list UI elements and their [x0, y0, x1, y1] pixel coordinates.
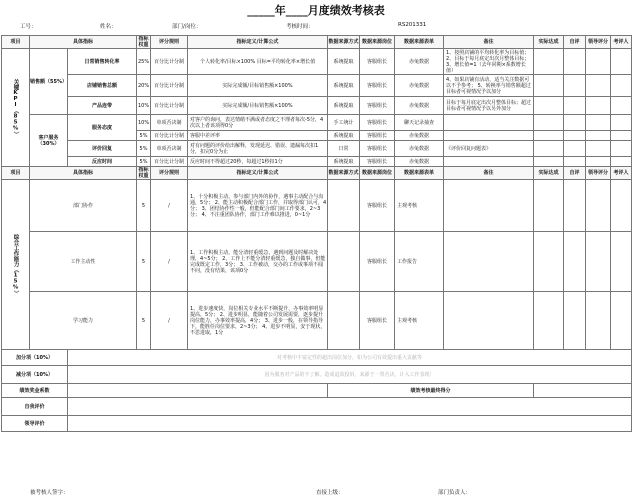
data-source-form: 赤兔数据	[395, 97, 444, 115]
column-header: 备注	[444, 167, 534, 180]
data-source	[328, 232, 360, 292]
column-header: 领导评分	[586, 167, 611, 180]
employee-no-label: 工号：	[20, 24, 37, 30]
data-source: 手工统计	[328, 115, 360, 131]
score-cell	[564, 75, 586, 97]
column-header: 数据来源方式	[328, 36, 360, 49]
scoring-rule: /	[151, 180, 188, 232]
column-header: 备注	[444, 36, 534, 49]
indicator-name: 评价回复	[68, 141, 137, 157]
data-source-form: 主观考核	[395, 180, 444, 232]
scoring-rule: 百分比计分制	[151, 75, 188, 97]
score-cell	[611, 157, 632, 167]
ability-section-label: 综合工作能力（15%）	[2, 180, 30, 350]
remark	[444, 157, 534, 167]
remark	[444, 131, 534, 141]
score-cell	[564, 157, 586, 167]
score-cell	[611, 131, 632, 141]
scoring-rule: 单项否决制	[151, 141, 188, 157]
data-source: 系统提取	[328, 97, 360, 115]
bonus-text: 对考核中丰富定性的超出岗位加分，如为公司有效提出重大贡献等	[68, 350, 632, 366]
column-header: 考评人	[611, 167, 632, 180]
indicator-formula: 实际完成额/目标销售额×100%	[188, 75, 328, 97]
data-source	[328, 180, 360, 232]
score-cell	[564, 131, 586, 141]
score-cell	[611, 141, 632, 157]
kpi-table	[1, 35, 632, 432]
table-row	[2, 232, 632, 292]
table-row	[2, 350, 632, 366]
table-row	[2, 115, 632, 131]
score-cell	[564, 49, 586, 75]
leader-evaluation-label: 领导评价	[2, 416, 68, 432]
data-source-form: 赤兔数据	[395, 75, 444, 97]
column-header: 数据来源方式	[328, 167, 360, 180]
score-cell	[586, 75, 611, 97]
data-source-form: 赤兔数据	[395, 157, 444, 167]
scoring-rule: /	[151, 292, 188, 350]
column-header: 评分规则	[151, 36, 188, 49]
data-source-post: 客服组长	[360, 180, 395, 232]
table-row	[2, 157, 632, 167]
score-cell	[534, 292, 564, 350]
sales-group-label: 销售额（55%）	[30, 49, 68, 115]
data-source-post: 客服组长	[360, 232, 395, 292]
score-cell	[534, 232, 564, 292]
data-source: 系统提取	[328, 75, 360, 97]
data-source-form: 工作报告	[395, 232, 444, 292]
form-code: RS201331	[398, 22, 427, 28]
indicator-weight: 10%	[137, 97, 151, 115]
data-source-post: 客服组长	[360, 141, 395, 157]
indicator-name: 工作主动性	[30, 232, 137, 292]
score-cell	[564, 180, 586, 232]
data-source-post: 客服组长	[360, 131, 395, 141]
score-cell	[534, 49, 564, 75]
indicator-formula: 客服中差评率	[188, 131, 328, 141]
table-row	[2, 384, 632, 398]
signee-label: 被考核人签字：	[30, 490, 69, 496]
indicator-weight: 5	[137, 232, 151, 292]
header-row	[2, 167, 632, 180]
indicator-name: 产品连带	[68, 97, 137, 115]
scoring-rule: 百分比计分制	[151, 157, 188, 167]
column-header: 具体指标	[30, 36, 137, 49]
column-header: 实际达成	[534, 167, 564, 180]
column-header: 评分规则	[151, 167, 188, 180]
table-body	[2, 36, 632, 432]
deduct-label: 减分项（10%）	[2, 366, 68, 384]
indicator-name: 店铺销售总额	[68, 75, 137, 97]
column-header: 项目	[2, 36, 30, 49]
table-row	[2, 366, 632, 384]
data-source: 系统提取	[328, 49, 360, 75]
column-header: 自评	[564, 167, 586, 180]
column-header: 实际达成	[534, 36, 564, 49]
self-evaluation-label: 自我评价	[2, 398, 68, 416]
indicator-name: 日常销售转化率	[68, 49, 137, 75]
indicator-weight: 5	[137, 180, 151, 232]
column-header: 数据来源表单	[395, 167, 444, 180]
table-row	[2, 416, 632, 432]
score-cell	[444, 292, 534, 350]
indicator-formula: 1、工作积极主动，能分清轻重缓急，遇到问题及时解决处理，4~5分； 2、工作上不能分清轻重缓急，独自做事，但能完成既定工作，3分； 3、工作被动，交办的工作或事项不闻不问，没有结果，该项0分	[188, 232, 328, 292]
column-header: 数据来源岗位	[360, 36, 395, 49]
data-source-form: 赤兔数据	[395, 141, 444, 157]
form-title: _____年____月度绩效考核表	[247, 4, 385, 17]
table-row	[2, 398, 632, 416]
indicator-formula: 对客户的询问，表达情绪不满或者态度之不理者每次-5分，4次以上者该项得0分	[188, 115, 328, 131]
reward-coefficient-value	[68, 384, 328, 398]
score-cell	[586, 180, 611, 232]
score-cell	[534, 141, 564, 157]
data-source-post: 客服组长	[360, 292, 395, 350]
score-cell	[611, 49, 632, 75]
score-cell	[586, 292, 611, 350]
indicator-formula: 反应时间不得超过20秒，每超过1秒扣1分	[188, 157, 328, 167]
indicator-formula: 实际完成额/目标销售额×100%	[188, 97, 328, 115]
score-cell	[586, 131, 611, 141]
score-cell	[564, 97, 586, 115]
indicator-name: 反应时间	[68, 157, 137, 167]
scoring-rule: 百分比计分制	[151, 97, 188, 115]
score-cell	[534, 157, 564, 167]
scoring-rule: 百分比计分制	[151, 49, 188, 75]
score-cell	[444, 180, 534, 232]
data-source-post: 客服组长	[360, 115, 395, 131]
score-cell	[534, 180, 564, 232]
remark: 《评价回复问题表》	[444, 141, 534, 157]
score-cell	[611, 97, 632, 115]
indicator-formula: 1、十分积极主动，参与部门内外的协作，遇事主动配合与沟通，5分； 2、能主动积极配合部门工作，并取得部门认可，4分； 3、团结协作性一般，但能配合部门间工作要求，2~3分； 4、不注重团队协作，部门工作难以推进，0~1分	[188, 180, 328, 232]
remark: 目标于每月底定出次月整体目标；超过目标者可视情况予以另外加分	[444, 97, 534, 115]
remark: 1、按照店铺的平均转化率为目标值； 2、目标于每月底定出次月整体目标； 3、增长值=1（去年同期×系数增长值）	[444, 49, 534, 75]
column-header: 具体指标	[30, 167, 137, 180]
score-cell	[534, 75, 564, 97]
table-row	[2, 97, 632, 115]
indicator-name: 部门协作	[30, 180, 137, 232]
score-cell	[611, 75, 632, 97]
column-header: 指标权重	[138, 167, 149, 179]
column-header: 领导评分	[586, 36, 611, 49]
reward-coefficient-label: 绩效奖金系数	[2, 384, 68, 398]
table-row	[2, 75, 632, 97]
score-cell	[611, 180, 632, 232]
score-cell	[611, 232, 632, 292]
column-header: 考评人	[611, 36, 632, 49]
scoring-rule: /	[151, 232, 188, 292]
period-label: 考核时间：	[286, 24, 314, 30]
department-head-label: 部门负责人：	[438, 490, 472, 496]
indicator-formula: 1、进步速度快，岗位相关专业水平不断提升，办事效率明显提高，5分； 2、进步明显，能随着公司发展需要，逐步提升岗位能力，办事效率提高，4分； 3、进步一般，在领导指导下，能胜任岗位要求，2~3分； 4、进步不明显，安于现状，不思进取，1分	[188, 292, 328, 350]
data-source-post: 客服组长	[360, 49, 395, 75]
deduct-text: 因为服务对产品的不了解，造成退款投诉，来源于一票否决，计入工作表现！	[68, 366, 632, 384]
indicator-weight: 5%	[137, 131, 151, 141]
score-cell	[564, 292, 586, 350]
final-score-label: 绩效考核最终得分	[328, 384, 534, 398]
column-header: 数据来源岗位	[360, 167, 395, 180]
score-cell	[534, 97, 564, 115]
department-label: 部门/岗位：	[172, 24, 202, 30]
remark: 4、如果店铺有活动，适当关注数据可以不予参考； 5、转换率与销售额超过目标者可视情况予以加分	[444, 75, 534, 97]
table-row	[2, 49, 632, 75]
score-cell	[564, 232, 586, 292]
score-cell	[586, 115, 611, 131]
column-header: 指标定义/计算公式	[188, 167, 328, 180]
data-source-form: 赤兔数据	[395, 131, 444, 141]
score-cell	[444, 232, 534, 292]
data-source-post: 客服组长	[360, 97, 395, 115]
indicator-formula: 对有问题的评价给出解释，发现延迟、错误、遗漏每次扣1分，扣完0分为止	[188, 141, 328, 157]
supervisor-label: 直接上级：	[316, 490, 344, 496]
data-source-form: 聊天记录抽查	[395, 115, 444, 131]
score-cell	[586, 49, 611, 75]
scoring-rule: 单项否决制	[151, 115, 188, 131]
data-source-post: 客服组长	[360, 157, 395, 167]
column-header: 自评	[564, 36, 586, 49]
service-group-label: 客户服务（30%）	[30, 115, 68, 167]
final-score-value	[534, 384, 632, 398]
score-cell	[564, 115, 586, 131]
data-source: 系统提取	[328, 157, 360, 167]
kpi-section-label: 关键KPI（85%）	[2, 49, 30, 167]
leader-evaluation-text	[68, 416, 632, 432]
indicator-weight: 20%	[137, 75, 151, 97]
self-evaluation-text	[68, 398, 632, 416]
indicator-weight: 10%	[137, 115, 151, 131]
data-source: 日常	[328, 141, 360, 157]
remark	[444, 115, 534, 131]
score-cell	[564, 141, 586, 157]
table-row	[2, 292, 632, 350]
data-source	[328, 292, 360, 350]
score-cell	[586, 97, 611, 115]
name-label: 姓名：	[100, 24, 117, 30]
data-source-post: 客服组长	[360, 75, 395, 97]
indicator-weight: 5	[137, 292, 151, 350]
column-header: 项目	[2, 167, 30, 180]
score-cell	[586, 141, 611, 157]
table-row	[2, 141, 632, 157]
table-row	[2, 180, 632, 232]
column-header: 指标权重	[138, 36, 149, 48]
score-cell	[586, 157, 611, 167]
bonus-label: 加分项（10%）	[2, 350, 68, 366]
score-cell	[534, 115, 564, 131]
data-source: 系统提取	[328, 131, 360, 141]
data-source-form: 赤兔数据	[395, 49, 444, 75]
indicator-weight: 25%	[137, 49, 151, 75]
score-cell	[586, 232, 611, 292]
indicator-name: 服务态度	[68, 115, 137, 141]
column-header: 指标定义/计算公式	[188, 36, 328, 49]
indicator-formula: 个人转化率/目标×100% 目标=平均转化率×增长值	[188, 49, 328, 75]
indicator-name: 学习能力	[30, 292, 137, 350]
score-cell	[611, 292, 632, 350]
score-cell	[534, 131, 564, 141]
indicator-weight: 5%	[137, 141, 151, 157]
scoring-rule: 百分比计分制	[151, 131, 188, 141]
column-header: 数据来源表单	[395, 36, 444, 49]
score-cell	[611, 115, 632, 131]
data-source-form: 主观考核	[395, 292, 444, 350]
indicator-weight: 5%	[137, 157, 151, 167]
header-row	[2, 36, 632, 49]
